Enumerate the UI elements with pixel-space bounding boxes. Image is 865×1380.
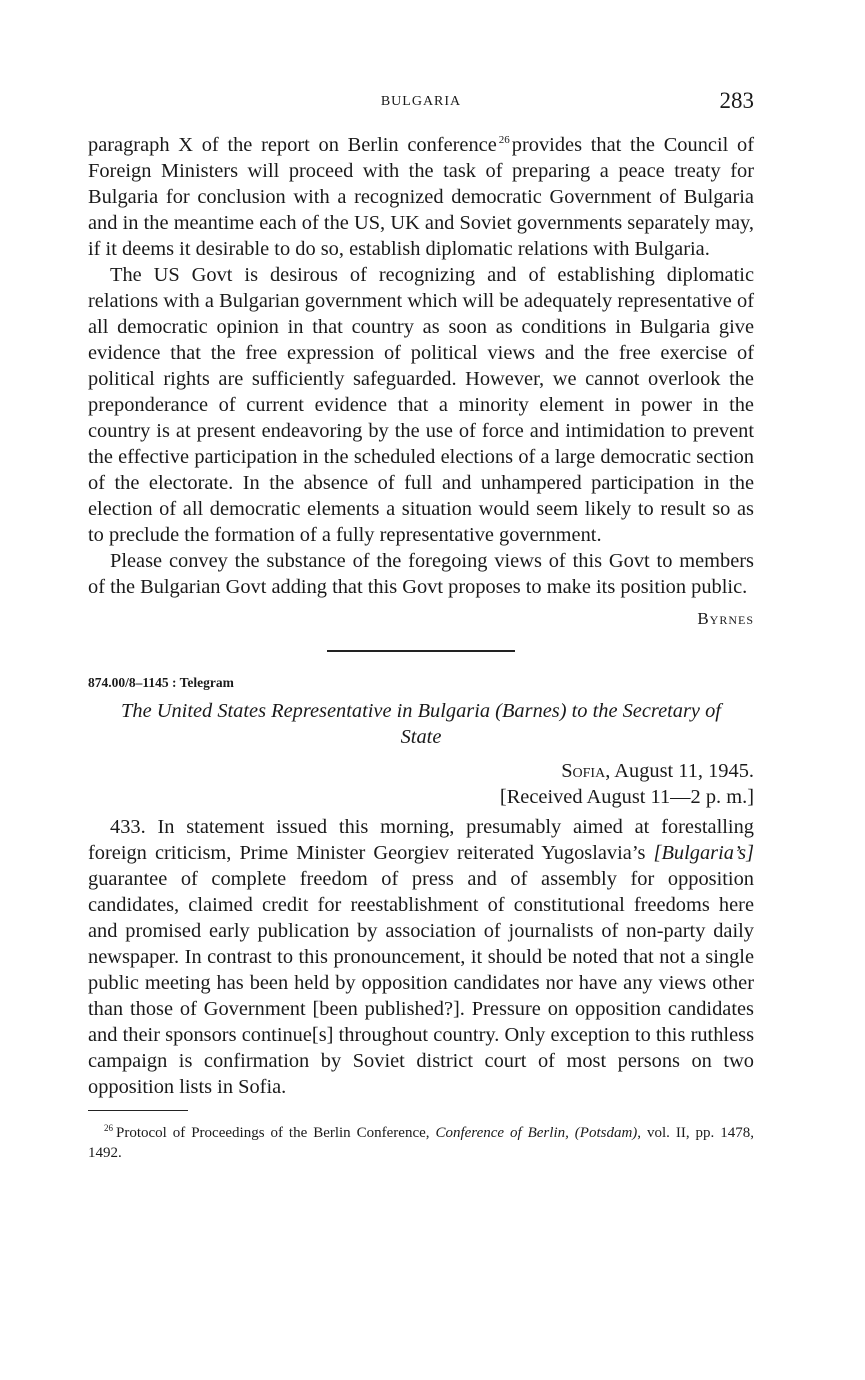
telegram-body-start: 433. In statement issued this morning, presumably aimed at forestalling foreign criticism, Prime Minister Georgiev reiterated Yugoslavia’s bbox=[88, 816, 754, 864]
dateline-date: , August 11, 1945. bbox=[605, 760, 754, 782]
footnote-rule bbox=[88, 1110, 188, 1111]
telegram-body-rest: guarantee of complete freedom of press and of assembly for opposition candidates, claimed credit for reestablishment of constitutional freedoms here and promised early publication by association of journalists of non-party daily newspaper. In contrast to this pronouncement, it should be noted that not a single public meeting has been held by opposition candidates nor have any views other than those of Government [been published?]. Pressure on opposition candidates and their sponsors continue[s] throughout country. Only exception to this ruthless campaign is confirmation by Soviet district court of most persons on two opposition lists in Sofia. bbox=[88, 868, 754, 1098]
received-note: [Received August 11—2 p. m.] bbox=[499, 786, 754, 808]
running-title: BULGARIA bbox=[380, 94, 462, 109]
section-divider bbox=[327, 650, 515, 652]
paragraph-3: Please convey the substance of the foregoing views of this Govt to members of the Bulgarian Govt adding that this Govt proposes to make its position public. bbox=[88, 550, 754, 598]
dateline-place: Sofia bbox=[561, 760, 606, 782]
footnote-citation: Conference of Berlin, (Potsdam) bbox=[435, 1125, 638, 1141]
dateline bbox=[88, 758, 754, 784]
paragraph-2: The US Govt is desirous of recognizing and of establishing diplomatic relations with a Bulgarian government which will be adequately representative of all democratic opinion in that country as soon as conditions in Bulgaria give evidence that the free expression of political views and the free exercise of political rights are sufficiently safeguarded. However, we cannot overlook the preponderance of current evidence that a minority element in power in the country is at present endeavoring by the use of force and intimidation to prevent the effective participation in the scheduled elections of a large democratic section of the electorate. In the absence of full and unhampered participation in the election of all democratic elements a situation would seem likely to result so as to preclude the formation of a fully representative government. bbox=[88, 264, 754, 546]
paragraph-1-rest: provides that the Council of Foreign Ministers will proceed with the task of preparing a peace treaty for Bulgaria for conclusion with a recognized democratic Government of Bulgaria and in the meantime each of the US, UK and Soviet governments separately may, if it deems it desirable to do so, establish diplomatic relations with Bulgaria. bbox=[88, 134, 755, 260]
editorial-correction: [Bulgaria’s] bbox=[653, 842, 754, 864]
telegram-body bbox=[88, 814, 754, 1100]
paragraph-1-start: paragraph X of the report on Berlin conference bbox=[88, 134, 497, 156]
document-page bbox=[88, 88, 754, 1163]
running-head bbox=[88, 88, 754, 122]
file-reference: 874.00/8–1145 : Telegram bbox=[88, 675, 234, 690]
paragraph-1 bbox=[88, 132, 754, 262]
page-number: 283 bbox=[719, 88, 754, 113]
footnote-reference[interactable]: 26 bbox=[498, 134, 510, 146]
footnote-text: Protocol of Proceedings of the Berlin Conference, bbox=[116, 1125, 430, 1141]
footnote-mark: 26 bbox=[104, 1123, 113, 1133]
footnote-text-end: , vol. II, pp. 1478, 1492. bbox=[88, 1125, 754, 1161]
footnote bbox=[88, 1123, 754, 1163]
signature: Byrnes bbox=[697, 609, 754, 628]
document-title: The United States Representative in Bulgaria (Barnes) to the Secretary of State bbox=[121, 700, 721, 748]
